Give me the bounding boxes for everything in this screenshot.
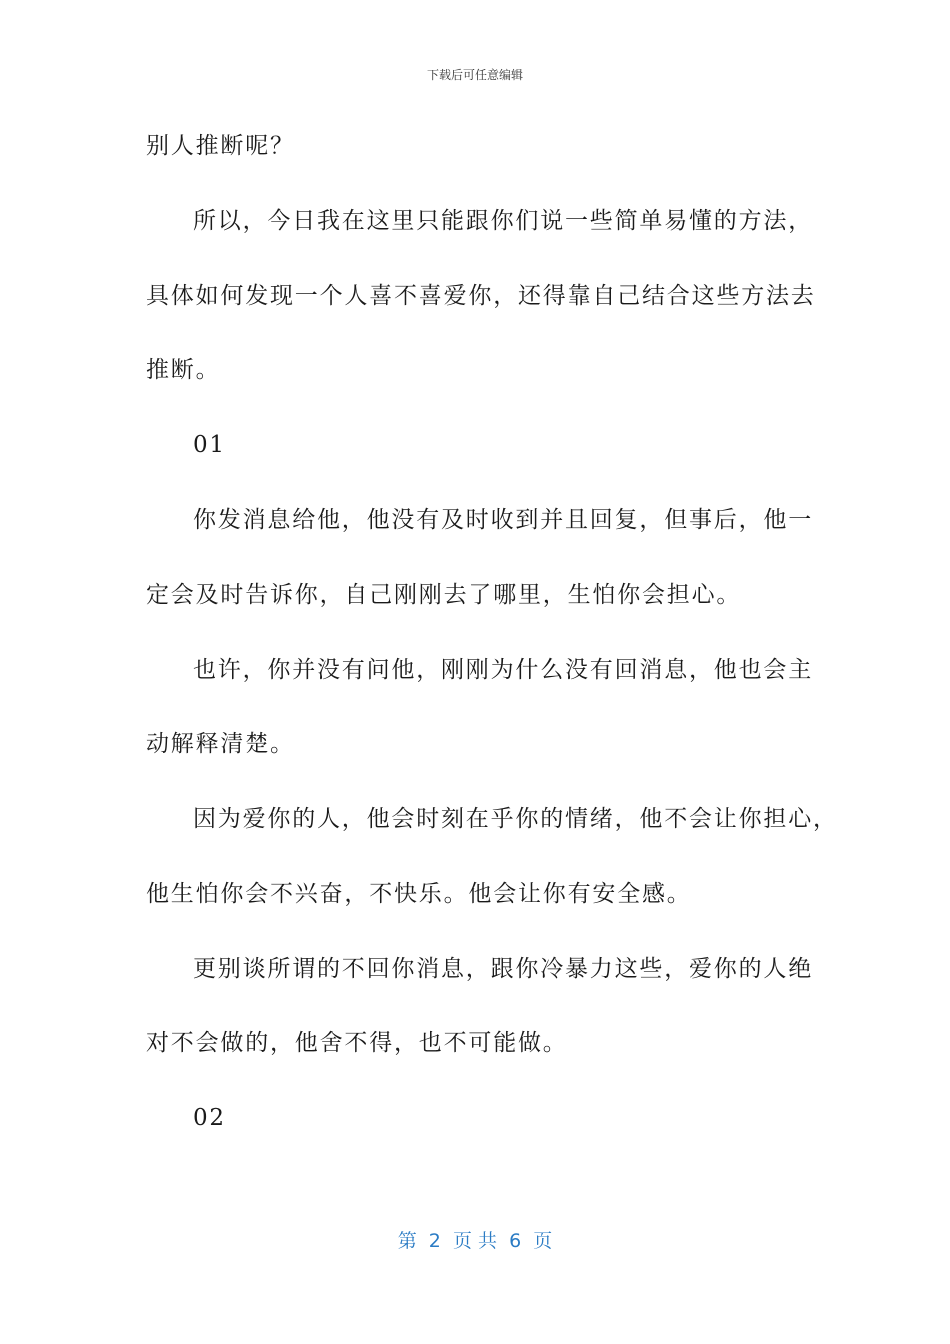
section-number: 01 [193, 432, 226, 458]
paragraph-start: 你发消息给他，他没有及时收到并且回复，但事后，他一 [193, 507, 813, 533]
paragraph-start: 更别谈所谓的不回你消息，跟你冷暴力这些，爱你的人绝 [193, 956, 813, 982]
section-number: 02 [193, 1105, 226, 1131]
paragraph-start: 因为爱你的人，他会时刻在乎你的情绪，他不会让你担心， [193, 806, 838, 832]
text-line: 别人推断呢？ [146, 133, 295, 159]
page-header: 下载后可任意编辑 [426, 68, 523, 82]
page-footer: 第 2 页 共 6 页 [397, 1230, 553, 1252]
text-line: 他生怕你会不兴奋，不快乐。他会让你有安全感。 [146, 881, 692, 907]
text-line: 定会及时告诉你，自己刚刚去了哪里，生怕你会担心。 [146, 582, 742, 608]
text-line: 对不会做的，他舍不得，也不可能做。 [146, 1030, 568, 1056]
text-line: 具体如何发现一个人喜不喜爱你，还得靠自己结合这些方法去 [146, 283, 816, 309]
paragraph-start: 所以，今日我在这里只能跟你们说一些简单易懂的方法， [193, 208, 813, 234]
text-line: 推断。 [146, 357, 221, 383]
paragraph-start: 也许，你并没有问他，刚刚为什么没有回消息，他也会主 [193, 657, 813, 683]
text-line: 动解释清楚。 [146, 731, 295, 757]
